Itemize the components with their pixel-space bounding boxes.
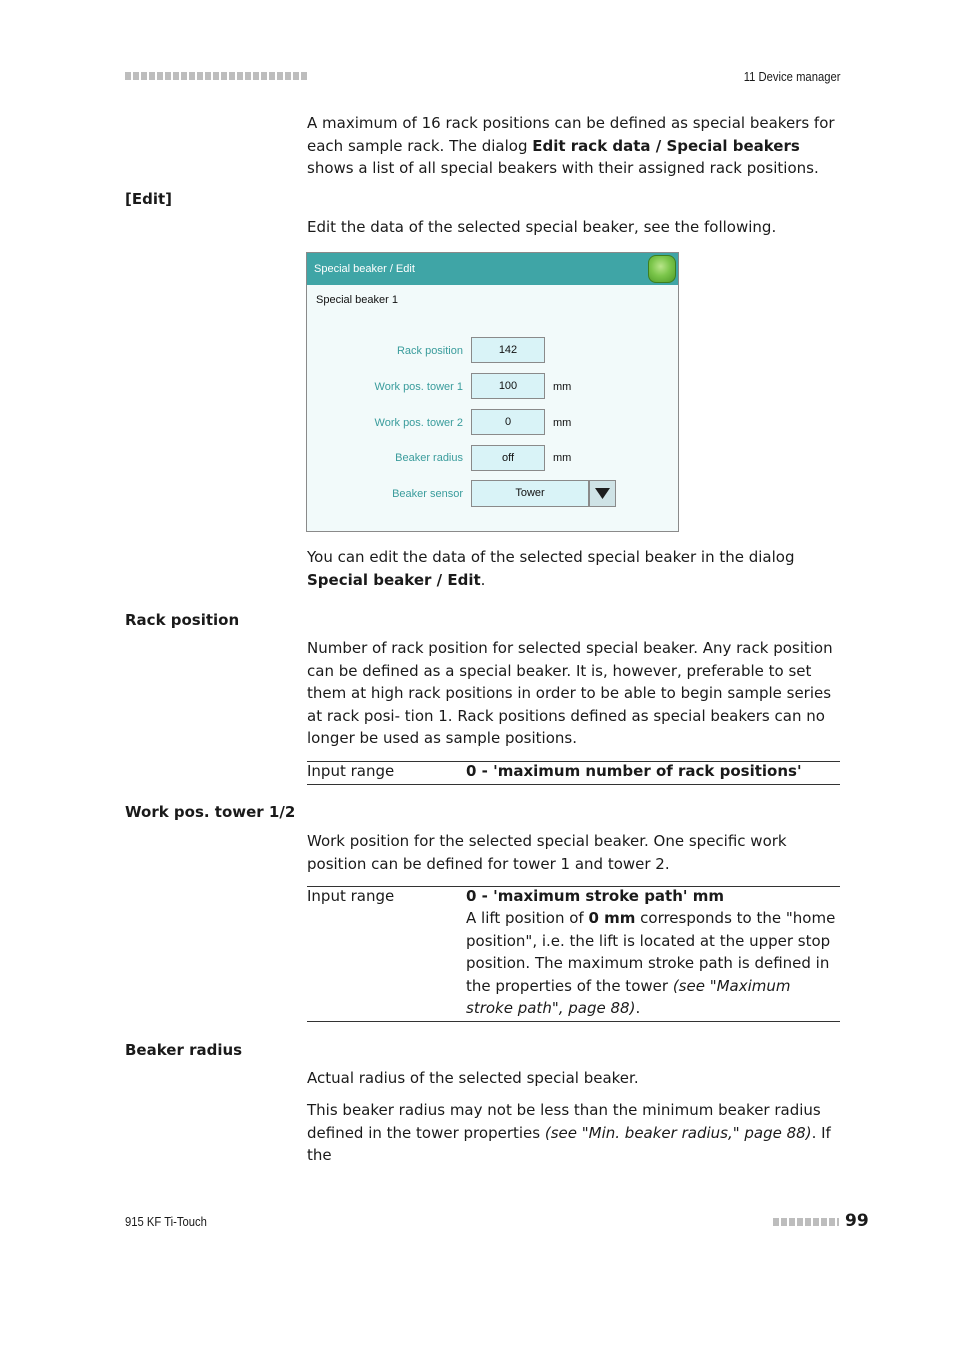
beaker-radius-unit: mm (553, 452, 572, 464)
beaker-sensor-label: Beaker sensor (392, 488, 463, 500)
rack-position-text: Number of rack position for selected special beaker. Any rack position can be defined as a special beaker. It is, however, preferable to set them at high rack positions in order to be able to begin sample series at rack posi- tion 1. Rack positions defined as special beakers can no longer be used as sample positions. (307, 639, 833, 747)
work-pos-tower2-label: Work pos. tower 2 (374, 417, 463, 429)
page-number: 99 (845, 1211, 869, 1231)
beaker-radius-heading: Beaker radius (125, 1041, 243, 1059)
rack-position-input[interactable]: 142 (471, 337, 545, 363)
rack-position-label: Rack position (396, 345, 463, 357)
edit-description: Edit the data of the selected special beaker, see the following. (307, 218, 777, 236)
beaker-radius-text2: This beaker radius may not be less than the minimum beaker radius defined in the tower properties (see "Min. beaker radius," page 88). If the (307, 1101, 831, 1164)
rack-range-value: 0 - 'maximum number of rack positions' (466, 762, 802, 780)
table-rule (307, 1021, 840, 1022)
work-pos-tower1-label: Work pos. tower 1 (374, 381, 463, 393)
work-pos-tower1-unit: mm (553, 381, 572, 393)
beaker-radius-input[interactable]: off (471, 445, 545, 471)
header-decoration (125, 72, 307, 80)
rack-range-label: Input range (307, 762, 395, 780)
after-dialog-paragraph: You can edit the data of the selected special beaker in the dialog Special beaker / Edit. (307, 548, 795, 589)
work-pos-heading: Work pos. tower 1/2 (125, 803, 296, 821)
chapter-title: 11 Device manager (743, 70, 840, 84)
table-rule (307, 784, 840, 785)
footer-product: 915 KF Ti-Touch (125, 1215, 207, 1229)
beaker-radius-label: Beaker radius (395, 452, 463, 464)
work-range-value: 0 - 'maximum stroke path' mm (466, 887, 724, 905)
work-pos-tower1-input[interactable]: 100 (471, 373, 545, 399)
beaker-sensor-select[interactable]: Tower (471, 480, 589, 507)
special-beaker-edit-dialog (306, 252, 679, 532)
work-range-label: Input range (307, 887, 395, 905)
beaker-sensor-dropdown-button[interactable] (589, 480, 616, 507)
work-pos-text: Work position for the selected special beaker. One specific work position can be defined for tower 1 and tower 2. (307, 832, 787, 873)
dialog-close-button[interactable] (648, 255, 676, 283)
edit-heading: [Edit] (125, 190, 173, 208)
dialog-title: Special beaker / Edit (314, 263, 415, 275)
footer-decoration (773, 1218, 839, 1226)
beaker-radius-text1: Actual radius of the selected special beaker. (307, 1069, 639, 1087)
intro-paragraph: A maximum of 16 rack positions can be defined as special beakers for each sample rack. The dialog Edit rack data / Special beakers shows a list of all special beakers with their assigned rack positions. (307, 114, 835, 177)
work-pos-tower2-unit: mm (553, 417, 572, 429)
work-range-note: A lift position of 0 mm corresponds to the "home position", i.e. the lift is located at the upper stop position. The maximum stroke path is defined in the properties of the tower (see "Maximum stroke path", page 88). (466, 909, 836, 1017)
work-pos-tower2-input[interactable]: 0 (471, 409, 545, 435)
chevron-down-icon (590, 481, 615, 506)
rack-position-heading: Rack position (125, 611, 240, 629)
dialog-subtitle: Special beaker 1 (316, 294, 398, 306)
